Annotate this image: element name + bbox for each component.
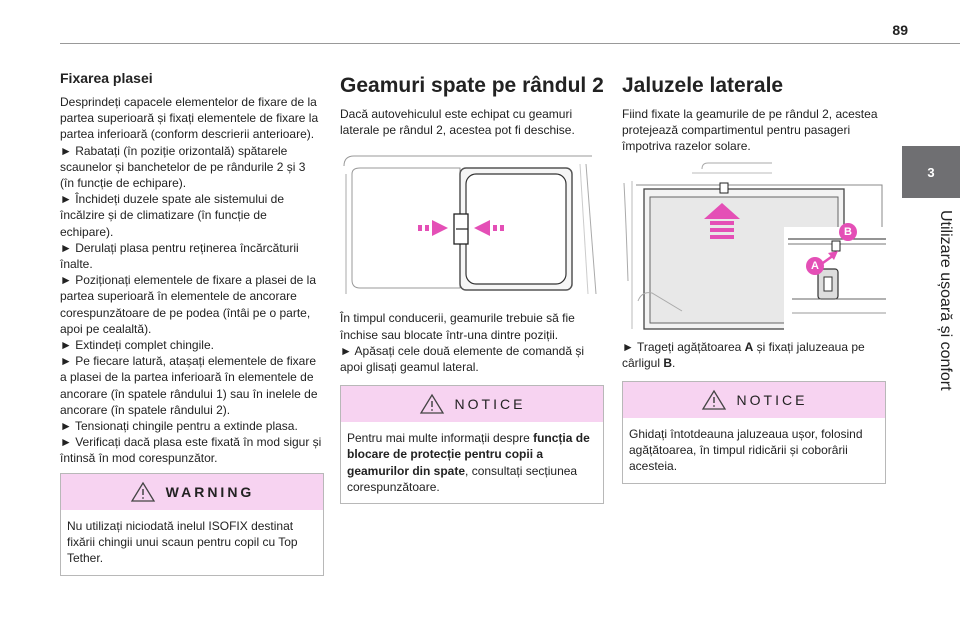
column-side-blinds [622, 70, 886, 484]
notice-triangle-icon [701, 389, 727, 411]
blinds-step-mid: și fixați jaluzeaua pe cârligul [622, 339, 865, 370]
hook-b-label: B [839, 223, 857, 241]
notice-header-blinds [623, 382, 885, 418]
warning-text: Nu utilizați niciodată inelul ISOFIX destinat fixării chingii unui scaun pentru copil cu Top Tether. [67, 519, 298, 566]
warning-box [60, 473, 324, 576]
chapter-tab[interactable]: 3 [902, 146, 960, 198]
windows-intro: Dacă autovehiculul este echipat cu geamuri laterale pe rândul 2, acestea pot fi deschise. [340, 107, 575, 138]
sunblind-drawing [622, 161, 886, 331]
warning-triangle-icon [130, 481, 156, 503]
blinds-intro: Fiind fixate la geamurile de pe rândul 2, acestea protejează compartimentul pentru pasageri împotriva razelor solare. [622, 107, 878, 154]
hanger-a-label: A [806, 257, 824, 275]
sliding-window-illustration [340, 144, 604, 304]
warning-label: WARNING [165, 484, 255, 500]
header-rule [60, 43, 960, 44]
notice-header-windows [341, 386, 603, 422]
windows-instructions: În timpul conducerii, geamurile trebuie să fie închise sau blocate într-una dintre poziții. ► Apăsați cele două elemente de comandă și apoi glisați geamul lateral. [340, 311, 585, 375]
warning-header [61, 474, 323, 510]
notice-text-blinds: Ghidați întotdeauna jaluzeaua ușor, folosind agățătoarea, în timpul ridicării și coborârii acesteia. [629, 427, 863, 474]
section-heading-blinds: Jaluzele laterale [622, 74, 784, 97]
sunblind-illustration [622, 161, 886, 331]
section-heading-windows: Geamuri spate pe rândul 2 [340, 74, 604, 97]
section-heading-net: Fixarea plasei [60, 70, 153, 86]
notice-box-blinds [622, 381, 886, 484]
notice-text-post: , consultați secțiunea corespunzătoare. [347, 463, 578, 494]
notice-label-windows: NOTICE [454, 396, 526, 413]
chapter-title: Utilizare ușoară și confort [937, 210, 954, 391]
blinds-instruction [622, 339, 886, 371]
notice-triangle-icon [419, 393, 445, 415]
net-instructions: Desprindeți capacele elementelor de fixare de la partea superioară și fixați elementele de fixare la partea inferioară (conform descrierii anterioare). ► Rabatați (în poziție orizontală) spătarele scaunelor și banchetelor de pe rândurile 2 și 3 (în funcție de echipare). ► Închideți duzele spate ale sistemului de încălzire și de climatizare (în funcție de echipare). ► Derulați plasa pentru reținerea încărcăturii înalte. ► Poziționați elementele de fixare a plasei de la partea superioară în elementele de ancorare corespunzătoare de pe podea (întâi pe o parte, apoi pe cealaltă). ► Extindeți complet chingile. ► Pe fiecare latură, atașați elementele de fixare a plasei de la partea inferioară în elementele de ancorare (în spatele rândului 1) sau în inelele de ancorare (în spatele rândului 2). ► Tensionați chingile pentru a extinde plasa. ► Verificați dacă plasa este fixată în mod sigur și întinsă în mod corespunzător. [60, 95, 322, 466]
notice-text-pre: Pentru mai multe informații despre [347, 431, 534, 446]
blinds-step-a: A [744, 339, 754, 354]
blinds-step-end: . [672, 355, 676, 370]
blinds-step-pre: ► Trageți agățătoarea [622, 339, 745, 354]
blinds-step-b: B [663, 355, 673, 370]
page-number: 89 [892, 22, 908, 38]
notice-text-bold: funcția de blocare de protecție pentru copii a geamurilor din spate [347, 431, 590, 478]
notice-text-windows [341, 422, 603, 503]
notice-label-blinds: NOTICE [736, 392, 808, 409]
column-rear-windows [340, 70, 604, 504]
notice-box-windows [340, 385, 604, 504]
column-net-fixing [60, 70, 322, 467]
